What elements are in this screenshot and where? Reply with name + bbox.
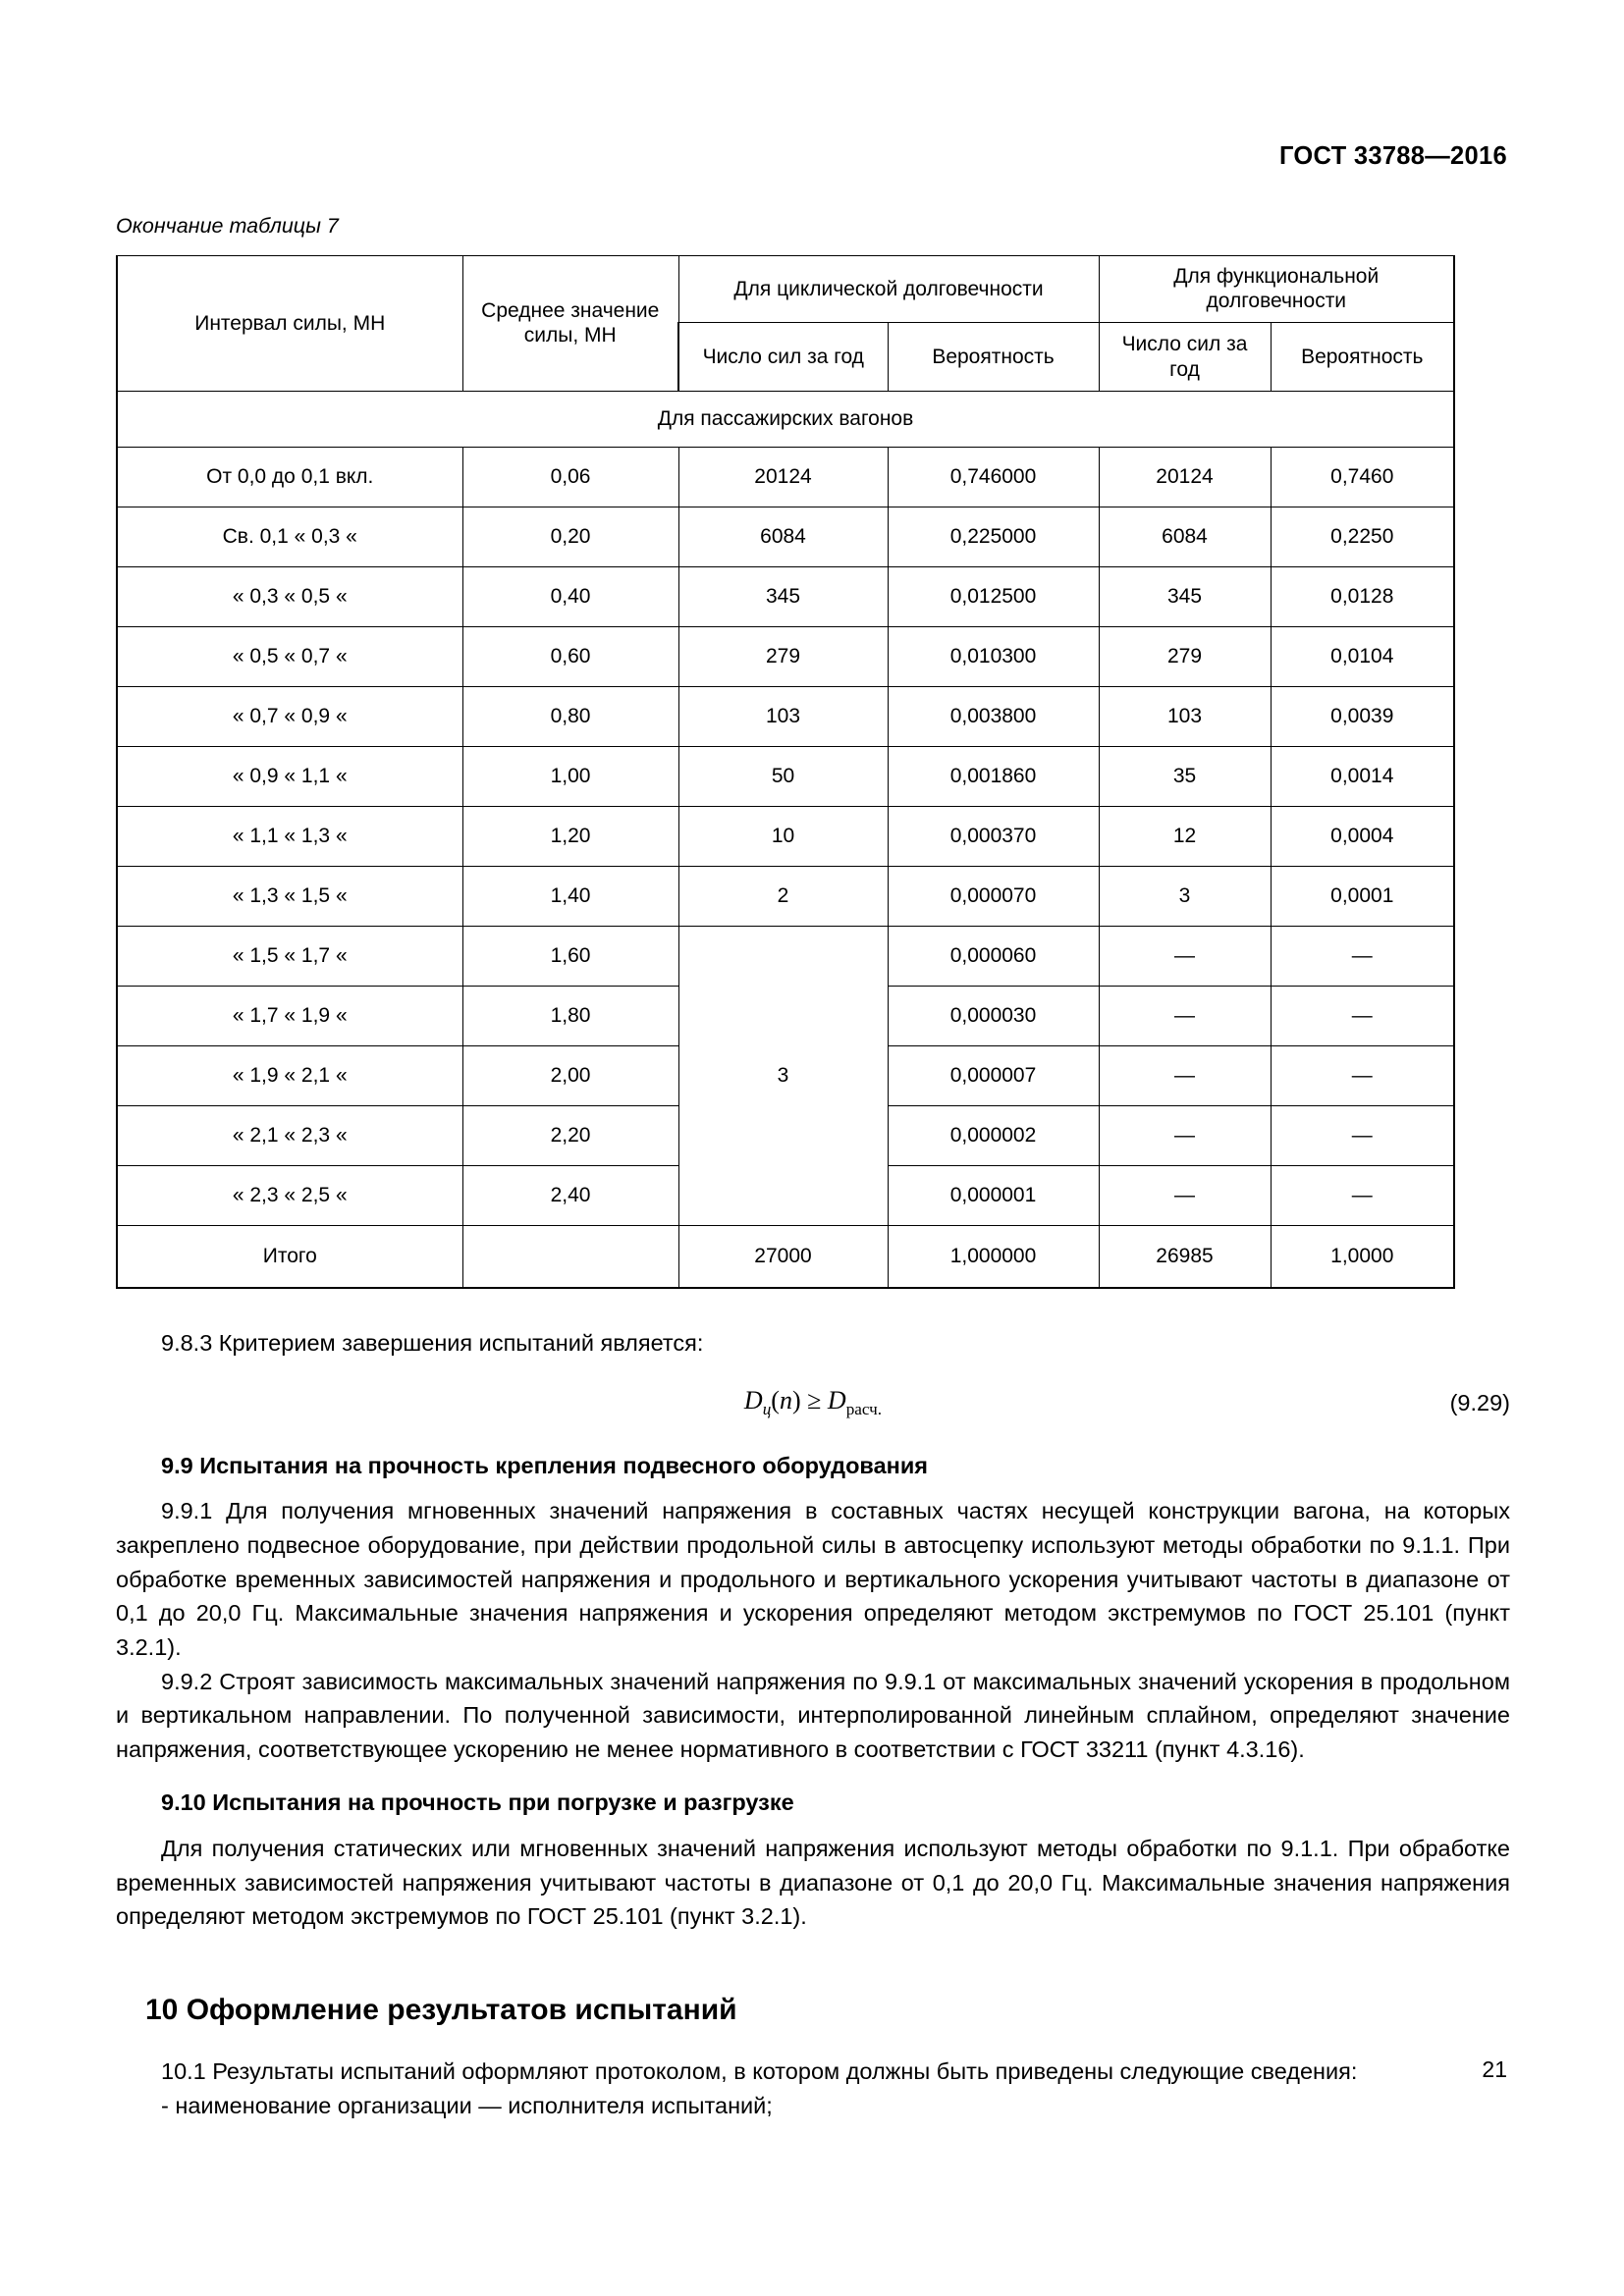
cell-interval: « 0,3 « 0,5 «: [117, 567, 462, 627]
cell-interval: « 2,3 « 2,5 «: [117, 1166, 462, 1226]
cell-functional-count: 3: [1099, 867, 1271, 927]
cell-interval: « 2,1 « 2,3 «: [117, 1106, 462, 1166]
cell-mean: 2,40: [462, 1166, 678, 1226]
cell-interval: « 0,7 « 0,9 «: [117, 687, 462, 747]
cell-functional-count: 103: [1099, 687, 1271, 747]
cell-mean: 0,06: [462, 448, 678, 507]
cell-functional-probability: 0,0014: [1271, 747, 1454, 807]
cell-cyclic-probability: 0,001860: [888, 747, 1099, 807]
cell-cyclic-probability: 0,000001: [888, 1166, 1099, 1226]
cell-interval: Св. 0,1 « 0,3 «: [117, 507, 462, 567]
cell-cyclic-probability: 0,012500: [888, 567, 1099, 627]
formula-relation-geq: ≥: [807, 1385, 822, 1415]
cell-functional-count: —: [1099, 927, 1271, 987]
cell-functional-count: —: [1099, 1046, 1271, 1106]
cell-interval: « 1,7 « 1,9 «: [117, 987, 462, 1046]
formula-argument-n: n: [779, 1385, 792, 1415]
cell-cyclic-probability: 0,010300: [888, 627, 1099, 687]
cell-interval: « 0,5 « 0,7 «: [117, 627, 462, 687]
cell-mean: 1,20: [462, 807, 678, 867]
formula-subscript-cyclic: ц: [762, 1399, 772, 1418]
cell-functional-count: —: [1099, 1106, 1271, 1166]
cell-cyclic-probability: 0,225000: [888, 507, 1099, 567]
cell-interval: « 0,9 « 1,1 «: [117, 747, 462, 807]
table-section-title-row: [117, 392, 1454, 448]
cell-cyclic-probability: 0,000070: [888, 867, 1099, 927]
cell-cyclic-probability: 0,000007: [888, 1046, 1099, 1106]
cell-total-functional-count: 26985: [1099, 1226, 1271, 1289]
cell-functional-count: 35: [1099, 747, 1271, 807]
cell-functional-count: 20124: [1099, 448, 1271, 507]
col-group-header-functional: Для функциональной долговечности: [1099, 255, 1454, 322]
running-header-standard-number: ГОСТ 33788—2016: [1278, 142, 1507, 170]
cell-functional-probability: —: [1271, 1106, 1454, 1166]
table-row: [117, 567, 1454, 627]
table-row: [117, 507, 1454, 567]
cell-cyclic-count: 6084: [678, 507, 888, 567]
cell-cyclic-count: 20124: [678, 448, 888, 507]
col-header-cyclic-count: Число сил за год: [678, 323, 888, 392]
table-header-row-1: [117, 255, 1454, 322]
cell-mean: 1,40: [462, 867, 678, 927]
cell-cyclic-probability: 0,000002: [888, 1106, 1099, 1166]
table-row: [117, 627, 1454, 687]
paragraph-9-9-2: 9.9.2 Строят зависимость максимальных значений напряжения по 9.9.1 от максимальных значений ускорения в продольном и вертикальном направлении. По полученной зависимости, интерполированной линейным сплайном, определяют значение напряжения, соответствующее ускорению не менее нормативного в соответствии с ГОСТ 33211 (пункт 4.3.16).: [116, 1668, 1510, 1762]
formula-paren-open: (: [771, 1385, 780, 1415]
cell-cyclic-probability: 0,000030: [888, 987, 1099, 1046]
cell-total-functional-probability: 1,0000: [1271, 1226, 1454, 1289]
cell-mean: 0,80: [462, 687, 678, 747]
table-row: [117, 448, 1454, 507]
formula-symbol-d-calc: D: [827, 1385, 846, 1415]
cell-cyclic-count: 50: [678, 747, 888, 807]
table-row: [117, 747, 1454, 807]
cell-functional-probability: 0,0128: [1271, 567, 1454, 627]
cell-functional-probability: 0,0039: [1271, 687, 1454, 747]
heading-9-9: 9.9 Испытания на прочность крепления подвесного оборудования: [161, 1452, 928, 1478]
list-item: - наименование организации — исполнителя испытаний;: [161, 2092, 773, 2118]
cell-total-cyclic-count: 27000: [678, 1226, 888, 1289]
table-row: [117, 927, 1454, 987]
cell-cyclic-count: 10: [678, 807, 888, 867]
paragraph-10-1: 10.1 Результаты испытаний оформляют протоколом, в котором должны быть приведены следующие сведения:: [161, 2057, 1358, 2084]
cell-mean: 2,20: [462, 1106, 678, 1166]
cell-functional-count: 279: [1099, 627, 1271, 687]
cell-interval: « 1,5 « 1,7 «: [117, 927, 462, 987]
table-row: [117, 867, 1454, 927]
cell-functional-count: 345: [1099, 567, 1271, 627]
formula-subscript-calc: расч.: [845, 1399, 883, 1418]
paragraph-9-10: Для получения статических или мгновенных значений напряжения используют методы обработки по 9.1.1. При обработке временных зависимостей напряжения учитывают частоты в диапазоне от 0,1 до 20,0 Гц. Максимальные значения напряжения определяют методом экстремумов по ГОСТ 25.101 (пункт 3.2.1).: [116, 1836, 1510, 1930]
cell-mean: 0,20: [462, 507, 678, 567]
cell-cyclic-count: 2: [678, 867, 888, 927]
heading-9-10: 9.10 Испытания на прочность при погрузке и разгрузке: [161, 1789, 794, 1816]
cell-mean: 0,60: [462, 627, 678, 687]
table-total-row: [117, 1226, 1454, 1289]
formula-9-29: [744, 1386, 882, 1419]
cell-mean: 0,40: [462, 567, 678, 627]
cell-mean: 1,60: [462, 927, 678, 987]
cell-mean: 2,00: [462, 1046, 678, 1106]
formula-paren-close: ): [791, 1385, 801, 1415]
cell-cyclic-count: 279: [678, 627, 888, 687]
cell-functional-count: 6084: [1099, 507, 1271, 567]
cell-functional-count: —: [1099, 1166, 1271, 1226]
cell-functional-probability: 0,0001: [1271, 867, 1454, 927]
cell-total-label: Итого: [117, 1226, 462, 1289]
cell-interval: « 1,1 « 1,3 «: [117, 807, 462, 867]
cell-cyclic-probability: 0,000370: [888, 807, 1099, 867]
col-header-functional-count: Число сил за год: [1099, 323, 1271, 392]
cell-cyclic-count: 345: [678, 567, 888, 627]
table-caption: Окончание таблицы 7: [116, 214, 339, 238]
col-group-header-cyclic: Для циклической долговечности: [678, 255, 1099, 322]
cell-cyclic-count: 103: [678, 687, 888, 747]
cell-functional-count: —: [1099, 987, 1271, 1046]
cell-total-cyclic-probability: 1,000000: [888, 1226, 1099, 1289]
cell-functional-probability: 0,0104: [1271, 627, 1454, 687]
cell-functional-probability: 0,0004: [1271, 807, 1454, 867]
cell-functional-probability: —: [1271, 927, 1454, 987]
cell-functional-probability: —: [1271, 987, 1454, 1046]
equation-number-9-29: (9.29): [1449, 1389, 1510, 1415]
cell-mean: 1,80: [462, 987, 678, 1046]
cell-functional-probability: 0,7460: [1271, 448, 1454, 507]
cell-functional-probability: 0,2250: [1271, 507, 1454, 567]
table-head: [117, 255, 1454, 391]
cell-interval: От 0,0 до 0,1 вкл.: [117, 448, 462, 507]
cell-cyclic-probability: 0,000060: [888, 927, 1099, 987]
cell-functional-probability: —: [1271, 1046, 1454, 1106]
col-header-functional-probability: Вероятность: [1271, 323, 1454, 392]
formula-symbol-d-cyclic: D: [743, 1385, 763, 1415]
col-header-mean-force: Среднее значение силы, МН: [462, 255, 678, 391]
cell-functional-probability: —: [1271, 1166, 1454, 1226]
page-content: [116, 214, 1510, 2122]
col-header-cyclic-probability: Вероятность: [888, 323, 1099, 392]
page-number: 21: [1482, 2056, 1507, 2082]
table-body: [117, 392, 1454, 1289]
cell-total-mean: [462, 1226, 678, 1289]
cell-cyclic-probability: 0,003800: [888, 687, 1099, 747]
cell-interval: « 1,9 « 2,1 «: [117, 1046, 462, 1106]
paragraph-9-8-3: 9.8.3 Критерием завершения испытаний является:: [161, 1330, 704, 1357]
table-row: [117, 807, 1454, 867]
table-row: [117, 687, 1454, 747]
cell-cyclic-probability: 0,746000: [888, 448, 1099, 507]
cell-interval: « 1,3 « 1,5 «: [117, 867, 462, 927]
table-section-title: Для пассажирских вагонов: [117, 392, 1454, 448]
cell-mean: 1,00: [462, 747, 678, 807]
cell-cyclic-count-merged: 3: [678, 927, 888, 1226]
heading-10: 10 Оформление результатов испытаний: [145, 1993, 737, 2026]
col-header-interval: Интервал силы, МН: [117, 255, 462, 391]
cell-functional-count: 12: [1099, 807, 1271, 867]
formula-9-29-line: [116, 1386, 1510, 1425]
paragraph-9-9-1: 9.9.1 Для получения мгновенных значений напряжения в составных частях несущей конструкции вагона, на которых закреплено подвесное оборудование, при действии продольной силы в автосцепку используют методы обработки по 9.1.1. При обработке временных зависимостей напряжения и продольного и вертикального ускорения учитывают частоты в диапазоне от 0,1 до 20,0 Гц. Максимальные значения напряжения и ускорения определяют методом экстремумов по ГОСТ 25.101 (пункт 3.2.1).: [116, 1498, 1510, 1660]
force-interval-table: [116, 255, 1455, 1289]
